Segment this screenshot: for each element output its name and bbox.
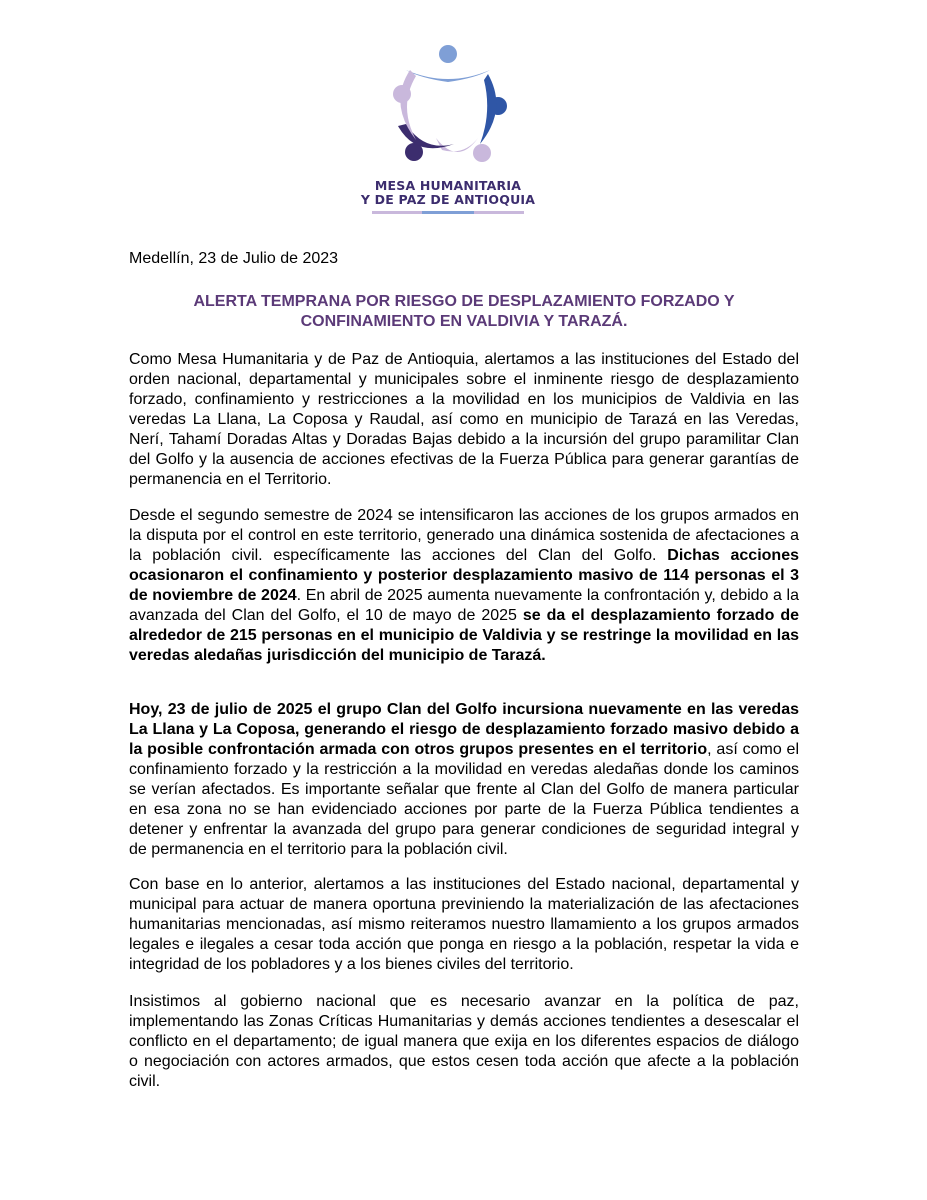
paragraph-5: Insistimos al gobierno nacional que es necesario avanzar en la política de paz, implementando las Zonas Críticas Humanitarias y demás acciones tendientes a desescalar el conflicto en el departamento; de igual manera que exija en los diferentes espacios de diálogo o negociación con actores armados, que estos cesen toda acción que afecte a la población civil. <box>129 993 799 1090</box>
paragraph-3 <box>129 700 799 860</box>
paragraph-2 <box>129 506 799 666</box>
paragraph-1: Como Mesa Humanitaria y de Paz de Antioquia, alertamos a las instituciones del Estado del orden nacional, departamental y municipales sobre el inminente riesgo de desplazamiento forzado, confinamiento y restricciones a la movilidad en los municipios de Valdivia en las veredas La Llana, La Coposa y Raudal, así como en municipio de Tarazá en las Veredas, Nerí, Tahamí Doradas Altas y Doradas Bajas debido a la incursión del grupo paramilitar Clan del Golfo y la ausencia de acciones efectivas de la Fuerza Pública para generar garantías de permanencia en el Territorio. <box>129 351 799 488</box>
logo-bar-light-right <box>474 211 524 214</box>
paragraph-3-text: , así como el confinamiento forzado y la restricción a la movilidad en veredas aledañas donde los caminos se verían afectados. Es importante señalar que frente al Clan del Golfo de manera particular en esa zona no se han evidenciado acciones por parte de la Fuerza Pública tendientes a detener y enfrentar la avanzada del grupo para generar condiciones de seguridad integral y de permanencia en el territorio para la población civil. <box>129 741 800 858</box>
logo-emblem-icon <box>358 40 538 180</box>
logo-bar-medium <box>422 211 474 214</box>
logo-bar-light <box>372 211 422 214</box>
document-title <box>129 292 799 332</box>
title-line2: CONFINAMIENTO EN VALDIVIA Y TARAZÁ. <box>300 313 628 330</box>
paragraph-2-bold-a: Dichas acciones ocasionaron el confinamiento y posterior desplazamiento masivo de 114 personas el 3 de noviembre de 2024 <box>129 547 799 604</box>
paragraph-4: Con base en lo anterior, alertamos a las instituciones del Estado nacional, departamental y municipal para actuar de manera oportuna previniendo la materialización de las afectaciones humanitarias mencionadas, así mismo reiteramos nuestro llamamiento a los grupos armados legales e ilegales a cesar toda acción que ponga en riesgo a la población, respetar la vida e integridad de los pobladores y a los bienes civiles del territorio. <box>129 876 799 973</box>
title-line1: ALERTA TEMPRANA POR RIESGO DE DESPLAZAMIENTO FORZADO Y <box>193 293 735 310</box>
paragraph-2-text-a: Desde el segundo semestre de 2024 se intensificaron las acciones de los grupos armados en la disputa por el control en este territorio, generado una dinámica sostenida de afectaciones a la población civil. específicamente las acciones del Clan del Golfo. <box>129 507 799 564</box>
logo-text-line2: Y DE PAZ DE ANTIOQUIA <box>360 192 536 207</box>
paragraph-2-bold-b: se da el desplazamiento forzado de alrededor de 215 personas en el municipio de Valdivia y se restringe la movilidad en las veredas aledañas jurisdicción del municipio de Tarazá. <box>129 607 799 664</box>
paragraph-3-bold: Hoy, 23 de julio de 2025 el grupo Clan del Golfo incursiona nuevamente en las veredas La Llana y La Coposa, generando el riesgo de desplazamiento forzado masivo debido a la posible confrontación armada con otros grupos presentes en el territorio <box>129 701 799 758</box>
organization-logo <box>358 40 538 215</box>
document-date: Medellín, 23 de Julio de 2023 <box>129 250 339 267</box>
logo-text-line1: MESA HUMANITARIA <box>374 178 522 193</box>
paragraph-2-text-b: . En abril de 2025 aumenta nuevamente la confrontación y, debido a la avanzada del Clan del Golfo, el 10 de mayo de 2025 <box>129 587 800 624</box>
